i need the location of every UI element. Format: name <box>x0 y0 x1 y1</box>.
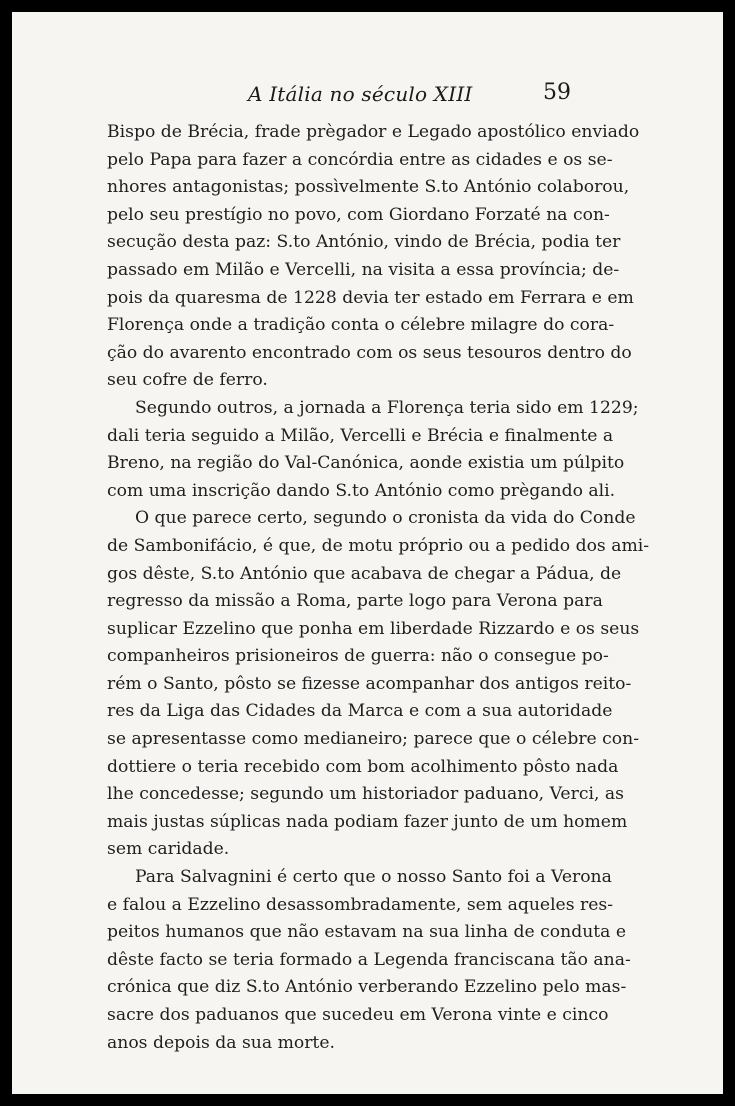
text-line: Para Salvagnini é certo que o nosso Santo foi a Verona <box>135 867 612 888</box>
text-line: passado em Milão e Vercelli, na visita a essa província; de- <box>107 259 620 280</box>
text-line: companheiros prisioneiros de guerra: não o consegue po- <box>107 646 609 667</box>
page-number: 59 <box>543 80 571 105</box>
paragraph <box>107 395 639 505</box>
text-line: res da Liga das Cidades da Marca e com a sua autoridade <box>107 701 613 722</box>
page-header <box>12 76 723 116</box>
text-line: sem caridade. <box>107 839 230 860</box>
text-line: Breno, na região do Val-Canónica, aonde existia um púlpito <box>107 453 625 474</box>
paragraph <box>107 505 650 864</box>
text-line: pois da quaresma de 1228 devia ter estado em Ferrara e em <box>107 287 634 308</box>
text-line: Segundo outros, a jornada a Florença teria sido em 1229; <box>135 397 639 418</box>
text-line: dêste facto se teria formado a Legenda franciscana tão ana- <box>107 949 631 970</box>
text-line: dali teria seguido a Milão, Vercelli e Brécia e finalmente a <box>107 425 614 446</box>
paragraph <box>107 119 640 395</box>
text-line: anos depois da sua morte. <box>107 1032 335 1053</box>
text-line: mais justas súplicas nada podiam fazer junto de um homem <box>107 811 628 832</box>
text-line: com uma inscrição dando S.to António como prègando ali. <box>107 480 616 501</box>
text-line: dottiere o teria recebido com bom acolhimento pôsto nada <box>107 756 619 777</box>
text-line: crónica que diz S.to António verberando Ezzelino pelo mas- <box>107 977 627 998</box>
body-text <box>107 119 650 1057</box>
text-line: gos dêste, S.to António que acabava de chegar a Pádua, de <box>107 563 622 584</box>
text-line: rém o Santo, pôsto se fizesse acompanhar dos antigos reito- <box>107 673 632 694</box>
text-line: se apresentasse como medianeiro; parece que o célebre con- <box>107 729 640 750</box>
running-title: A Itália no século XIII <box>248 82 473 106</box>
text-line: Florença onde a tradição conta o célebre milagre do cora- <box>107 315 615 336</box>
text-line: nhores antagonistas; possìvelmente S.to António colaborou, <box>107 177 630 198</box>
text-line: Bispo de Brécia, frade prègador e Legado apostólico enviado <box>107 122 640 142</box>
text-line: suplicar Ezzelino que ponha em liberdade Rizzardo e os seus <box>107 618 640 639</box>
text-line: de Sambonifácio, é que, de motu próprio ou a pedido dos ami- <box>107 535 650 556</box>
text-line: secução desta paz: S.to António, vindo de Brécia, podia ter <box>107 232 621 253</box>
text-line: seu cofre de ferro. <box>107 370 268 391</box>
text-line: pelo seu prestígio no povo, com Giordano Forzaté na con- <box>107 204 610 225</box>
text-line: O que parece certo, segundo o cronista da vida do Conde <box>135 508 636 529</box>
text-line: lhe concedesse; segundo um historiador paduano, Verci, as <box>107 784 624 805</box>
text-line: ção do avarento encontrado com os seus tesouros dentro do <box>107 342 632 363</box>
text-line: sacre dos paduanos que sucedeu em Verona vinte e cinco <box>107 1005 609 1025</box>
paragraph <box>107 864 631 1057</box>
text-line: e falou a Ezzelino desassombradamente, sem aqueles res- <box>107 894 614 915</box>
text-line: pelo Papa para fazer a concórdia entre as cidades e os se- <box>107 149 613 170</box>
text-line: peitos humanos que não estavam na sua linha de conduta e <box>107 922 627 943</box>
text-line: regresso da missão a Roma, parte logo para Verona para <box>107 591 603 612</box>
book-page <box>12 12 723 1094</box>
